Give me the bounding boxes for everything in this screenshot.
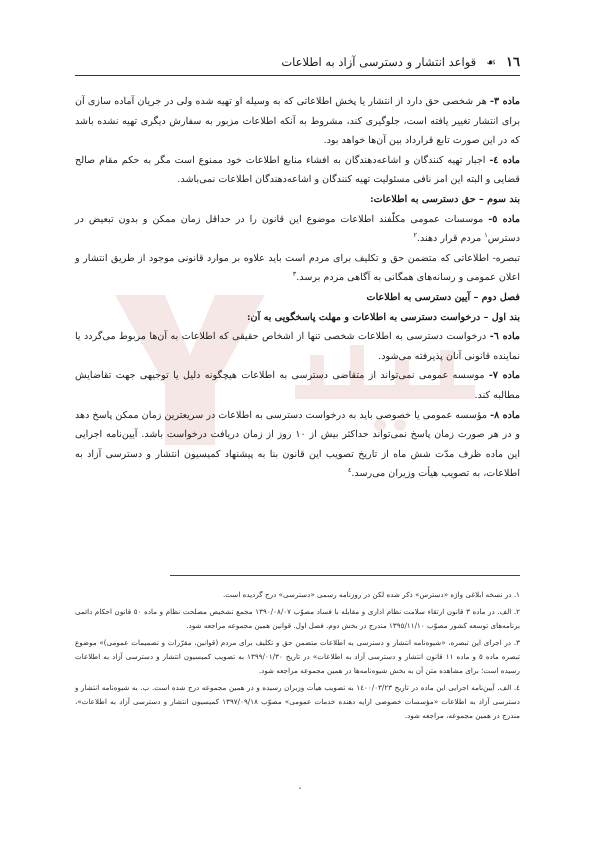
running-header bbox=[75, 50, 520, 74]
footnote-ref: ٤ bbox=[347, 466, 352, 475]
footnotes bbox=[75, 588, 520, 726]
note: تبصره- اطلاعاتی که متضمن حق و تکلیف برای مردم است باید علاوه بر موارد قانونی موجود از طریق انتشار و اعلان عمومی و رسانه‌های همگانی به آگاهی مردم برسد.$^٣$ bbox=[75, 252, 520, 284]
section-3-heading: بند سوم – حق دسترسی به اطلاعات: bbox=[370, 193, 520, 205]
header-title: قواعد انتشار و دسترسی آزاد به اطلاعات bbox=[281, 55, 477, 69]
chapter-2-heading: فصل دوم – آیین دسترسی به اطلاعات bbox=[366, 291, 520, 303]
footnote-ref: ٣ bbox=[292, 270, 297, 279]
footnote-ref: ١ bbox=[484, 230, 488, 239]
header-divider bbox=[75, 75, 520, 76]
article-8: ماده ٨- مؤسسه عمومی یا خصوصی باید به درخواست دسترسی به اطلاعات در سریعترین زمان ممکن پاسخ دهد و در هر صورت زمان پاسخ نمی‌تواند حداکثر بیش از ١٠ روز از زمان دریافت درخواست باشد. آیین‌نامه اجرایی این ماده ظرف مدّت شش ماه از تاریخ تصویب این قانون بنا به پیشنهاد کمیسیون انتشار و دسترسی آزاد به اطلاعات، به تصویب هیأت وزیران می‌رسد.$^٤$ bbox=[75, 409, 520, 480]
footnote-4: ٤. الف. آیین‌نامه اجرایی این ماده در تاریخ ١٤٠٠/٠٣/٢٣ به تصویب هیأت وزیران رسیده و در همین مجموعه درج شده است. ب. به شیوه‌نامه انتشار و دسترسی آزاد به اطلاعات «مؤسسات خصوصی ارایه دهنده خدمات عمومی» مصوّب ١٣٩٧/٠٩/١٨ کمیسیون انتشار و دسترسی آزاد به اطلاعات»، مندرج در همین مجموعه، مراجعه شود. bbox=[75, 683, 520, 720]
section-1-heading: بند اول – درخواست دسترسی به اطلاعات و مهلت پاسخگویی به آن: bbox=[247, 311, 520, 323]
footnote-2: ٢. الف. در ماده ٣ قانون ارتقاء سلامت نظام اداری و مقابله با فساد مصوّب ١٣٩٠/٠٨/٠٧ مجمع تشخیص مصلحت نظام و ماده ٥٠ قانون احکام دائمی برنامه‌های توسعه کشور مصوّب ١٣٩٥/١١/١٠ مندرج در بخش دوم. فصل اول. قوانین همین مجموعه مراجعه شود. bbox=[75, 607, 521, 630]
article-7: ماده ٧- موسسه عمومی نمی‌تواند از متقاضی دسترسی به اطلاعات هیچگونه دلیل یا توجیهی جهت تقاضایش مطالبه کند. bbox=[75, 370, 520, 401]
article-3: ماده ٣- هر شخصی حق دارد از انتشار یا پخش اطلاعاتی که به وسیله او تهیه شده ولی در جریان آماده سازی آن برای انتشار تغییر یافته است، جلوگیری کند، مشروط به آنکه اطلاعات مزبور به سفارش دیگری تهیه نشده باشد که در این صورت تابع قرارداد بین آن‌ها خواهد بود. bbox=[75, 96, 520, 147]
footnote-1: ١. در نسخه ابلاغی واژه «دسترس» ذکر شده لکن در روزنامه رسمی «دسترسی» درج گردیده است. bbox=[222, 590, 520, 599]
footnote-3: ٣. در اجرای این تبصره، «شیوه‌نامه انتشار و دسترسی به اطلاعات متضمن حق و تکلیف برای مردم (قوانین، مقرّرات و تصمیمات عمومی)» موضوع تبصره ماده ٥ و ماده ١١ قانون انتشار و دسترسی آزاد به اطلاعات» در تاریخ ١٣٩٩/٠١/٣٠ به تصویب کمیسیون انتشار و دسترسی آزاد به اطلاعات رسیده است؛ برای مشاهده متن آن به بخش شیوه‌نامه‌ها در همین مجموعه مراجعه شود. bbox=[75, 638, 520, 675]
article-6: ماده ٦- درخواست دسترسی به اطلاعات شخصی تنها از اشخاص حقیقی که اطلاعات به آن‌ها مربوط می‌گردد یا نماینده قانونی آنان پذیرفته می‌شود. bbox=[75, 331, 521, 362]
main-text bbox=[75, 92, 520, 484]
article-5: ماده ٥- موسسات عمومی مکلّفند اطلاعات موضوع این قانون را در حداقل زمان ممکن و بدون تبعیض در دسترس$^١$ مردم قرار دهند.$^٢$ bbox=[75, 213, 520, 245]
article-4: ماده ٤- اجبار تهیه کنندگان و اشاعه‌دهندگان به افشاء منابع اطلاعات خود ممنوع است مگر به حکم مقام صالح قضایی و البته این امر نافی مسئولیت تهیه کنندگان و اشاعه‌دهندگان اطلاعات نمی‌باشد. bbox=[75, 154, 520, 186]
footnote-ref: ٢ bbox=[413, 230, 417, 239]
page-mark: ٠ bbox=[297, 783, 303, 794]
ornament-icon: ☙ bbox=[486, 55, 497, 69]
page-number: ١٦ bbox=[506, 54, 520, 70]
footnote-divider bbox=[170, 575, 520, 576]
